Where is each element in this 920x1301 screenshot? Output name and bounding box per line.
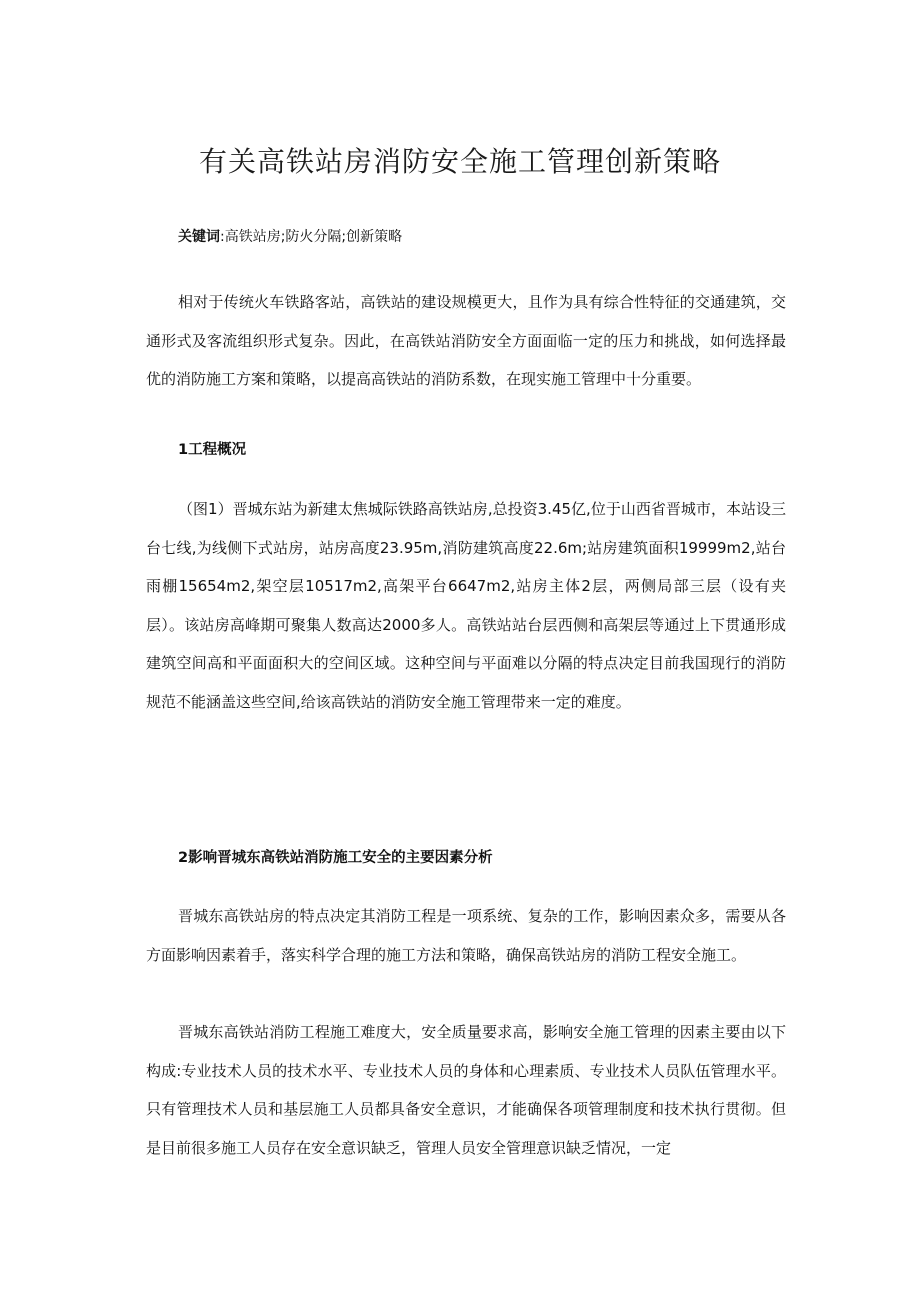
keywords-line <box>178 225 402 249</box>
paragraph-factors-intro: 晋城东高铁站房的特点决定其消防工程是一项系统、复杂的工作，影响因素众多，需要从各方面影响因素着手，落实科学合理的施工方法和策略，确保高铁站房的消防工程安全施工。 <box>146 907 786 964</box>
keywords-label: 关键词 <box>178 229 220 245</box>
keywords-text: :高铁站房;防火分隔;创新策略 <box>220 229 403 245</box>
section-heading-2: 2影响晋城东高铁站消防施工安全的主要因素分析 <box>178 850 493 866</box>
paragraph-project-overview: （图1）晋城东站为新建太焦城际铁路高铁站房,总投资3.45亿,位于山西省晋城市，本站设三台七线,为线侧下式站房，站房高度23.95m,消防建筑高度22.6m;站房建筑面积19999m2,站台雨棚15654m2,架空层10517m2,高架平台6647m2,站房主体2层，两侧局部三层（设有夹层）。该站房高峰期可聚集人数高达2000多人。高铁站站台层西侧和高架层等通过上下贯通形成建筑空间高和平面面积大的空间区域。这种空间与平面难以分隔的特点决定目前我国现行的消防规范不能涵盖这些空间,给该高铁站的消防安全施工管理带来一定的难度。 <box>146 500 786 711</box>
paragraph-intro: 相对于传统火车铁路客站，高铁站的建设规模更大，且作为具有综合性特征的交通建筑，交通形式及客流组织形式复杂。因此，在高铁站消防安全方面面临一定的压力和挑战，如何选择最优的消防施工方案和策略，以提高高铁站的消防系数，在现实施工管理中十分重要。 <box>146 293 786 389</box>
paragraph-factors-detail: 晋城东高铁站消防工程施工难度大，安全质量要求高，影响安全施工管理的因素主要由以下构成:专业技术人员的技术水平、专业技术人员的身体和心理素质、专业技术人员队伍管理水平。只有管理技术人员和基层施工人员都具备安全意识，才能确保各项管理制度和技术执行贯彻。但是目前很多施工人员存在安全意识缺乏，管理人员安全管理意识缺乏情况，一定 <box>146 1023 786 1157</box>
document-title: 有关高铁站房消防安全施工管理创新策略 <box>198 145 721 178</box>
section-heading-1: 1工程概况 <box>178 442 247 458</box>
